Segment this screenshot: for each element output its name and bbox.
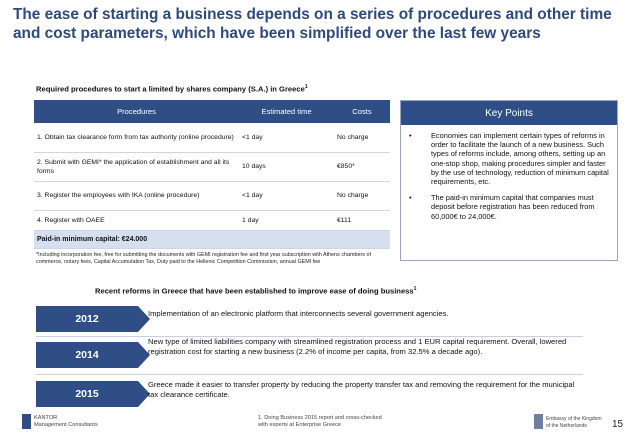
source-footnote (258, 415, 382, 429)
bullet: • (409, 193, 412, 203)
procedures-subtitle (36, 84, 308, 94)
procedure-cell: 3. Register the employees with IKA (online procedure) (34, 181, 239, 210)
time-cell: 1 day (239, 210, 334, 230)
cost-cell: No charge (334, 123, 390, 152)
reform-2015 (36, 381, 583, 409)
reform-text: Implementation of an electronic platform that interconnects several government agencies. (148, 309, 449, 318)
year-label: 2012 (36, 306, 138, 332)
embassy-line-1: Embassy of the Kingdom (546, 416, 602, 422)
cost-cell: €111 (334, 210, 390, 230)
header-costs: Costs (334, 100, 390, 123)
key-point-text: The paid-in minimum capital that companies must deposit before registration has been reduced from 60,000€ to 24,000€. (431, 193, 595, 221)
embassy-name (546, 416, 602, 429)
company-line-1: KANTOR (34, 415, 58, 421)
reform-text: Greece made it easier to transfer property by reducing the property transfer tax and removing the requirement for the municipal tax clearance certificate. (148, 380, 575, 399)
year-label: 2014 (36, 342, 138, 368)
key-point-text: Economies can implement certain types of reforms in order to facilitate the launch of a new business. Such types of reforms include, among others, setting up an one-stop shop, making procedures simpler and faster by the use of technology, reduction of minimum capital requirements, etc. (431, 131, 609, 187)
procedure-cell: 2. Submit with GEMI* the application of establishment and all its forms (34, 152, 239, 181)
procedures-header-row (34, 100, 390, 123)
table-row (34, 181, 390, 210)
cost-cell: €850* (334, 152, 390, 181)
reform-2012 (36, 306, 583, 334)
table-footnote: *Including incorporation fee, free for submitting the documents with GEMI registration fee and first year subscription with Athens chambers of commerce, notary fees, Capital Accumulation Tax, Duty paid to the Hellenic Competition Commission, annual GEMI fee (36, 252, 371, 266)
time-cell: <1 day (239, 123, 334, 152)
embassy-line-2: of the Netherlands (546, 422, 587, 429)
reforms-subtitle-footnote-ref: 1 (413, 286, 417, 292)
page-number: 15 (612, 419, 624, 430)
header-procedures: Procedures (34, 100, 239, 123)
total-row (34, 230, 390, 248)
key-points-list (401, 125, 617, 221)
paid-in-capital: Paid-in minimum capital: €24.000 (34, 230, 390, 248)
procedures-subtitle-footnote-ref: 1 (304, 84, 308, 90)
reforms-subtitle-text: Recent reforms in Greece that have been established to improve ease of doing business (95, 286, 414, 296)
header-estimated-time: Estimated time (239, 100, 334, 123)
table-row (34, 123, 390, 152)
procedures-table (34, 100, 390, 249)
procedure-cell: 1. Obtain tax clearance form from tax authority (online procedure) (34, 123, 239, 152)
company-name (34, 415, 98, 429)
procedures-subtitle-text: Required procedures to start a limited by shares company (S.A.) in Greece (36, 84, 305, 94)
list-item (409, 193, 611, 221)
source-line-1: 1. Doing Business 2015 report and cross-checked (258, 415, 382, 421)
time-cell: 10 days (239, 152, 334, 181)
reform-2014 (36, 337, 583, 372)
year-label: 2015 (36, 381, 138, 407)
bullet: • (409, 131, 412, 140)
kantor-logo (22, 414, 31, 429)
cost-cell: No charge (334, 181, 390, 210)
key-points-box (400, 100, 618, 261)
embassy-crest-icon (534, 414, 543, 429)
reforms-subtitle (95, 286, 416, 296)
table-row (34, 210, 390, 230)
divider (36, 374, 583, 375)
key-points-heading: Key Points (401, 101, 617, 125)
table-row (34, 152, 390, 181)
source-line-2: with experts at Enterprise Greece (258, 422, 342, 429)
page-title: The ease of starting a business depends on a series of procedures and other time and cost parameters, which have been simplified over the last few years (13, 6, 612, 42)
list-item (409, 131, 611, 186)
reform-text: New type of limited liabilities company with streamlined registration process and 1 EUR capital requirement. Overall, lowered registration cost for starting a new business (2.2% of income per capita, from 32.5% a decade ago). (148, 337, 567, 356)
procedure-cell: 4. Register with OAEE (34, 210, 239, 230)
company-line-2: Management Consultants (34, 422, 98, 429)
time-cell: <1 day (239, 181, 334, 210)
